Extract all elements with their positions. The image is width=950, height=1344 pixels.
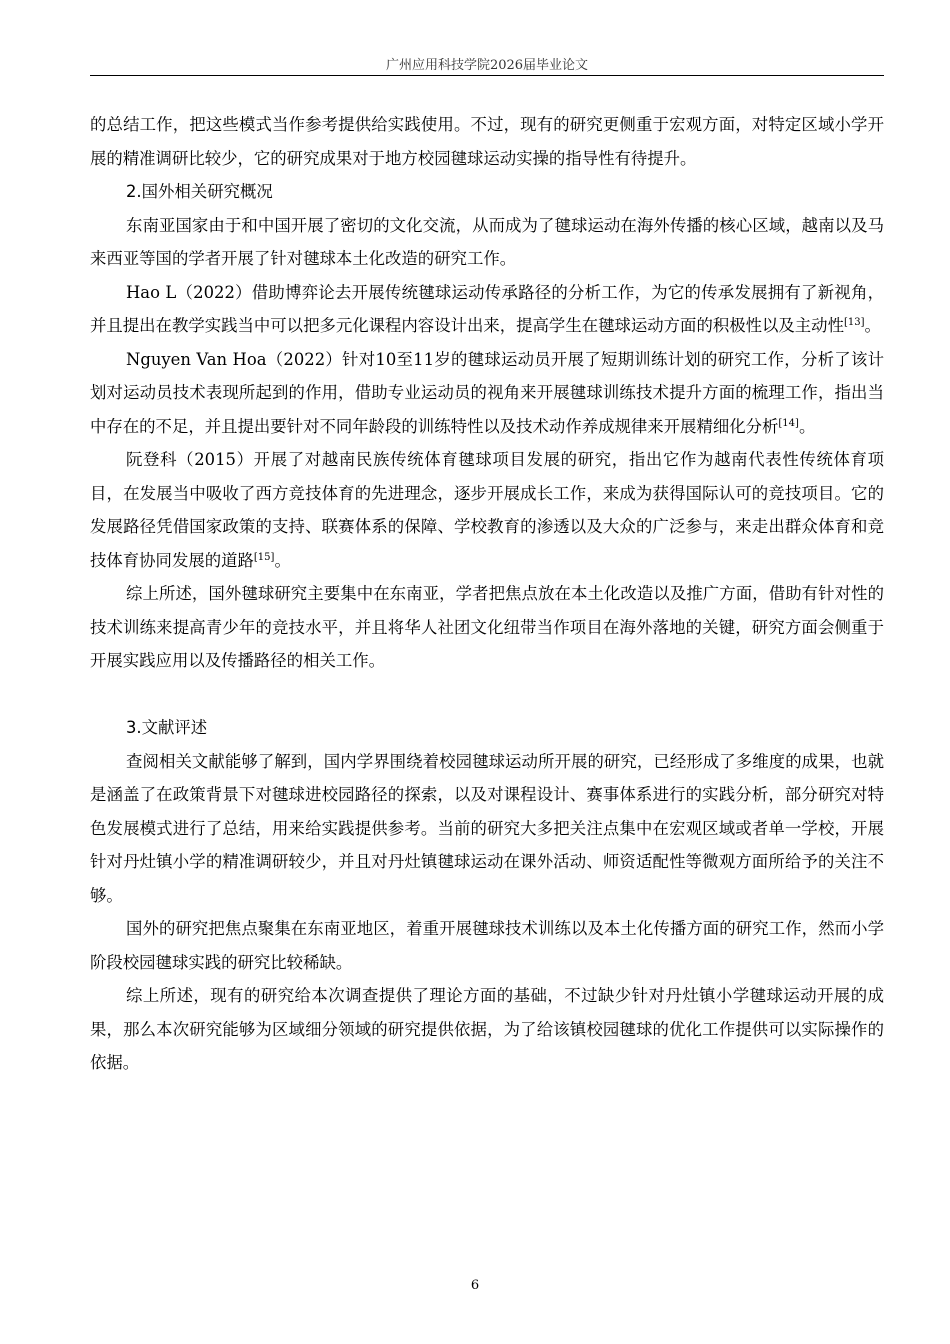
paragraph-text: Hao L（2022）借助博弈论去开展传统毽球运动传承路径的分析工作，为它的传承发展拥有了新视角，并且提出在教学实践当中可以把多元化课程内容设计出来，提高学生在毽球运动方面的积极性以及主动性: [90, 282, 884, 335]
paragraph-ruan-dengke: [90, 443, 884, 577]
section-heading-literature-review: 3.文献评述: [126, 718, 208, 737]
page-body: [90, 108, 884, 1080]
paragraph-text: Nguyen Van Hoa（2022）针对10至11岁的毽球运动员开展了短期训练计划的研究工作，分析了该计划对运动员技术表现所起到的作用，借助专业运动员的视角来开展毽球训练技术提升方面的梳理工作，指出当中存在的不足，并且提出要针对不同年龄段的训练特性以及技术动作养成规律来开展精细化分析: [90, 349, 884, 436]
paragraph-southeast-asia: 东南亚国家由于和中国开展了密切的文化交流，从而成为了毽球运动在海外传播的核心区域，越南以及马来西亚等国的学者开展了针对毽球本土化改造的研究工作。: [90, 215, 884, 268]
paragraph-end: 。: [864, 316, 881, 335]
paragraph-domestic-review: 查阅相关文献能够了解到，国内学界围绕着校园毽球运动所开展的研究，已经形成了多维度的成果，也就是涵盖了在政策背景下对毽球进校园路径的探索，以及对课程设计、赛事体系进行的实践分析，部分研究对特色发展模式进行了总结，用来给实践提供参考。当前的研究大多把关注点集中在宏观区域或者单一学校，开展针对丹灶镇小学的精准调研较少，并且对丹灶镇毽球运动在课外活动、师资适配性等微观方面所给予的关注不够。: [90, 751, 884, 905]
paragraph-end: 。: [798, 416, 816, 436]
section-heading-foreign-research: 2.国外相关研究概况: [126, 182, 273, 201]
citation-14: [14]: [778, 417, 799, 429]
header-divider: [90, 75, 884, 76]
paragraph-foreign-summary: 综上所述，国外毽球研究主要集中在东南亚，学者把焦点放在本土化改造以及推广方面，借助有针对性的技术训练来提高青少年的竞技水平，并且将华人社团文化纽带当作项目在海外落地的关键，研究方面会侧重于开展实践应用以及传播路径的相关工作。: [90, 584, 884, 670]
page-header: 广州应用科技学院2026届毕业论文: [385, 58, 589, 73]
paragraph-hao-l: [90, 276, 884, 343]
paragraph-foreign-review: 国外的研究把焦点聚集在东南亚地区，着重开展毽球技术训练以及本土化传播方面的研究工作，然而小学阶段校园毽球实践的研究比较稀缺。: [90, 919, 884, 972]
citation-13: [13]: [843, 317, 865, 328]
paragraph-text: 阮登科（2015）开展了对越南民族传统体育毽球项目发展的研究，指出它作为越南代表性传统体育项目，在发展当中吸收了西方竞技体育的先进理念，逐步开展成长工作，来成为获得国际认可的竞技项目。它的发展路径凭借国家政策的支持、联赛体系的保障、学校教育的渗透以及大众的广泛参与，来走出群众体育和竞技体育协同发展的道路: [90, 450, 884, 570]
paragraph-nguyen-van-hoa: [90, 343, 884, 444]
blank-line: [90, 678, 884, 712]
paragraph-conclusion: 综上所述，现有的研究给本次调查提供了理论方面的基础，不过缺少针对丹灶镇小学毽球运动开展的成果，那么本次研究能够为区域细分领域的研究提供依据，为了给该镇校园毽球的优化工作提供可以实际操作的依据。: [90, 986, 884, 1072]
page-number: 6: [470, 1278, 480, 1293]
citation-15: [15]: [253, 551, 275, 563]
paragraph-end: 。: [274, 550, 291, 570]
paragraph-continuation: 的总结工作，把这些模式当作参考提供给实践使用。不过，现有的研究更侧重于宏观方面，对特定区域小学开展的精准调研比较少，它的研究成果对于地方校园毽球运动实操的指导性有待提升。: [90, 115, 884, 168]
